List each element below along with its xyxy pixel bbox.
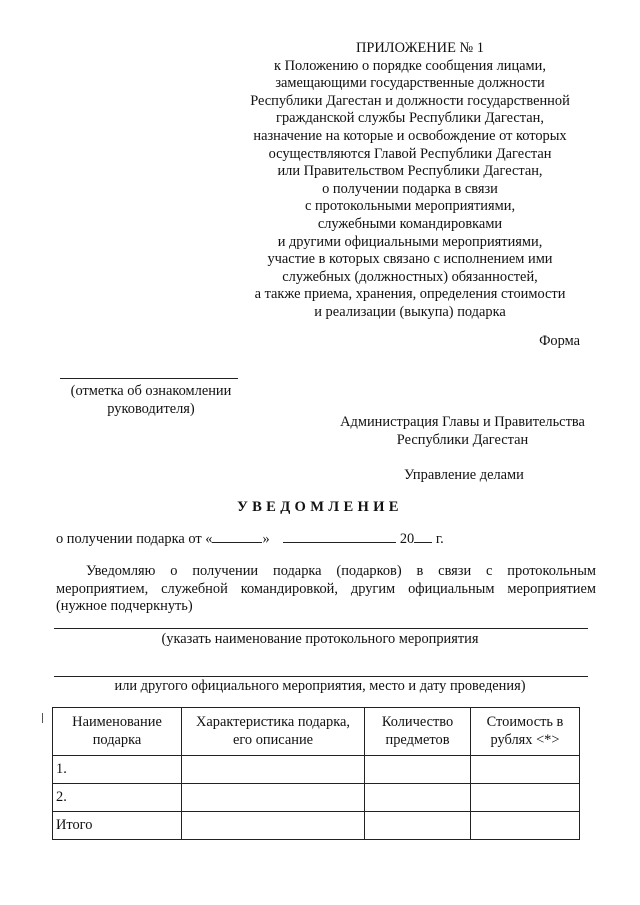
appendix-line: и реализации (выкупа) подарка: [314, 303, 506, 320]
appendix-line: с протокольными мероприятиями,: [304, 198, 516, 215]
table-cell[interactable]: [365, 784, 471, 812]
table-cell[interactable]: [365, 812, 471, 840]
recipient-line: Администрация Главы и Правительства: [340, 414, 585, 430]
column-header-cost: Стоимость в рублях <*>: [471, 708, 580, 756]
year-suffix: г.: [435, 531, 444, 547]
acknowledgement-signature-line[interactable]: [60, 378, 238, 379]
table-cell[interactable]: [182, 784, 365, 812]
table-row: [53, 756, 580, 784]
appendix-line: участие в которых связано с исполнением ими: [267, 251, 553, 268]
received-date-line: [56, 530, 444, 548]
year-blank[interactable]: [414, 530, 432, 543]
appendix-line: и другими официальными мероприятиями,: [277, 233, 543, 250]
table-cell[interactable]: [182, 756, 365, 784]
appendix-line: замещающими государственные должности: [275, 75, 545, 92]
appendix-line: а также приема, хранения, определения стоимости: [254, 286, 566, 303]
recipient-line: Республики Дагестан: [396, 431, 529, 448]
appendix-title: ПРИЛОЖЕНИЕ № 1: [356, 40, 484, 56]
table-cell: Итого: [53, 812, 182, 840]
table-cell[interactable]: 2.: [53, 784, 182, 812]
column-header-description: Характеристика подарка, его описание: [182, 708, 365, 756]
notice-body: Уведомляю о получении подарка (подарков) в связи с протокольным мероприятием, служебной командировкой, другим официальным мероприятием (нужное подчеркнуть): [56, 563, 596, 615]
quote-close: »: [262, 531, 270, 547]
acknowledgement-caption: (отметка об ознакомлении руководителя): [70, 383, 232, 417]
table-cell[interactable]: 1.: [53, 756, 182, 784]
table-total-row: [53, 812, 580, 840]
appendix-line: или Правительством Республики Дагестан,: [277, 163, 543, 180]
received-prefix: о получении подарка от «: [56, 531, 213, 547]
event-name-line[interactable]: [54, 628, 588, 629]
appendix-header: [230, 40, 590, 322]
appendix-line: о получении подарка в связи: [322, 180, 498, 197]
table-cell[interactable]: [471, 756, 580, 784]
appendix-line: Республики Дагестан и должности государственной: [250, 92, 570, 109]
event-details-hint: или другого официального мероприятия, место и дату проведения): [114, 678, 526, 694]
form-label: Форма: [539, 333, 580, 349]
recipient-block: [325, 414, 600, 449]
table-cell[interactable]: [365, 756, 471, 784]
table-cell[interactable]: [182, 812, 365, 840]
month-blank[interactable]: [283, 530, 396, 543]
table-cell[interactable]: [471, 784, 580, 812]
table-row: [53, 784, 580, 812]
appendix-line: служебных (должностных) обязанностей,: [282, 268, 538, 285]
recipient-department: Управление делами: [404, 467, 524, 483]
table-cell[interactable]: [471, 812, 580, 840]
appendix-line: служебными командировками: [317, 215, 503, 232]
scan-mark: [42, 713, 43, 723]
event-name-hint: (указать наименование протокольного мероприятия: [161, 631, 479, 647]
event-details-line[interactable]: [54, 676, 588, 677]
gifts-table: [52, 707, 580, 840]
appendix-line: гражданской службы Республики Дагестан,: [276, 110, 544, 127]
column-header-quantity: Количество предметов: [365, 708, 471, 756]
day-blank[interactable]: [212, 530, 262, 543]
notice-title: УВЕДОМЛЕНИЕ: [237, 499, 403, 515]
table-header-row: [53, 708, 580, 756]
appendix-line: к Положению о порядке сообщения лицами,: [274, 57, 546, 74]
appendix-line: назначение на которые и освобождение от которых: [253, 127, 567, 144]
appendix-line: осуществляются Главой Республики Дагестан: [268, 145, 552, 162]
year-prefix: 20: [399, 531, 415, 547]
column-header-name: Наименование подарка: [53, 708, 182, 756]
